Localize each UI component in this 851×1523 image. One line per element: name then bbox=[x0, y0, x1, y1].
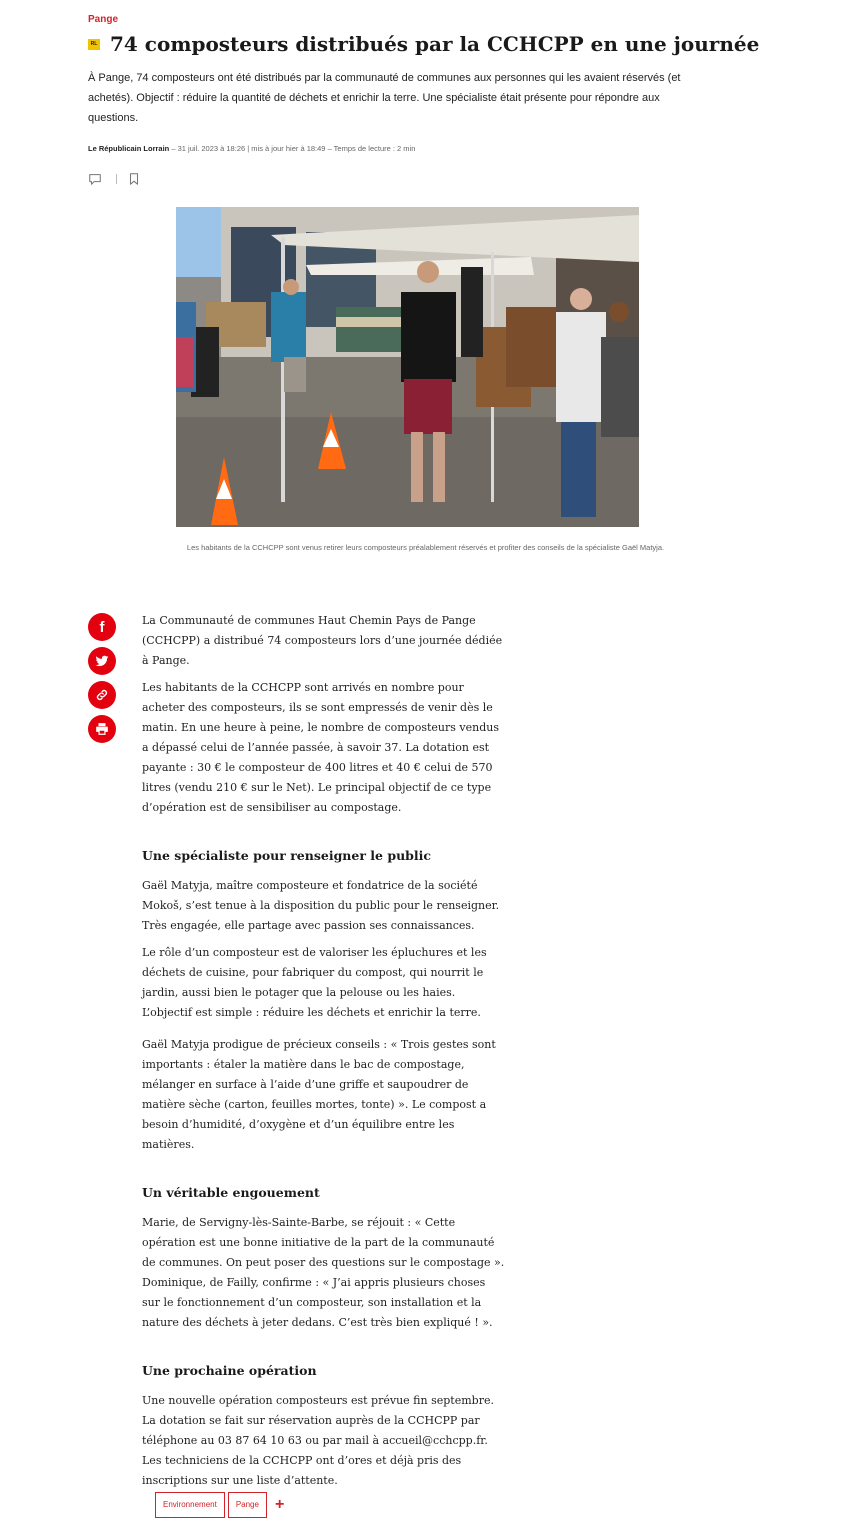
article-paragraph: Gaël Matyja, maître composteure et fondatrice de la société Mokoš, s’est tenue à la disposition du public pour le renseigner. Très engagée, elle partage avec passion ses connaissances. bbox=[142, 879, 500, 932]
article-paragraph: Marie, de Servigny-lès-Sainte-Barbe, se réjouit : « Cette opération est une bonne initiative de la part de la communauté de communes. On peut poser des questions sur le compostage ». Dominique, de Failly, confirme : « J’ai appris plusieurs choses sur le fonctionnement d’un composteur, son installation et la nature des déchets à jeter dedans. C’est très bien expliqué ! ». bbox=[142, 1216, 505, 1329]
article-paragraph: Le rôle d’un composteur est de valoriser les épluchures et les déchets de cuisine, pour fabriquer du compost, qui nourrit le jardin, aussi bien le potager que la pelouse ou les haies. L’objectif est simple : réduire les déchets et enrichir la terre. bbox=[142, 946, 487, 1019]
facebook-share-button[interactable] bbox=[88, 613, 116, 641]
article-lead: À Pange, 74 composteurs ont été distribués par la communauté de communes aux personnes qui les avaient réservés (et achetés). Objectif : réduire la quantité de déchets et enrichir la terre. Une spécialiste était présente pour répondre aux questions. bbox=[88, 72, 681, 124]
tag-list bbox=[155, 1492, 284, 1518]
rl-logo-icon: RL bbox=[88, 39, 100, 50]
twitter-icon bbox=[95, 654, 109, 668]
headline-row bbox=[88, 32, 759, 56]
article-paragraph: La Communauté de communes Haut Chemin Pays de Pange (CCHCPP) a distribué 74 composteurs lors d’une journée dédiée à Pange. bbox=[142, 614, 503, 667]
photo-caption: Les habitants de la CCHCPP sont venus retirer leurs composteurs préalablement réservés et profiter des conseils de la spécialiste Gaël Matyja. bbox=[186, 543, 665, 552]
article-body bbox=[142, 611, 506, 1491]
article-paragraph: Gaël Matyja prodigue de précieux conseils : « Trois gestes sont importants : étaler la matière dans le bac de compostage, mélanger en surface à l’aide d’une griffe et saupoudrer de matière sèche (carton, feuilles mortes, tonte) ». Le compost a besoin d’humidité, d’oxygène et d’un équilibre entre les matières. bbox=[142, 1038, 496, 1151]
article-paragraph: Une nouvelle opération composteurs est prévue fin septembre. La dotation se fait sur réservation auprès de la CCHCPP par téléphone au 03 87 64 10 63 ou par mail à accueil@cchcpp.fr. Les techniciens de la CCHCPP ont d’ores et déjà pris des inscriptions sur une liste d’attente. bbox=[142, 1394, 494, 1487]
section-kicker[interactable]: Pange bbox=[88, 14, 119, 25]
comment-icon[interactable] bbox=[88, 172, 102, 186]
byline-meta: – 31 juil. 2023 à 18:26 | mis à jour hier à 18:49 – Temps de lecture : 2 min bbox=[169, 144, 416, 153]
byline bbox=[88, 144, 415, 153]
copy-link-button[interactable] bbox=[88, 681, 116, 709]
byline-source[interactable]: Le Républicain Lorrain bbox=[88, 144, 170, 153]
twitter-share-button[interactable] bbox=[88, 647, 116, 675]
print-button[interactable] bbox=[88, 715, 116, 743]
page-title: 74 composteurs distribués par la CCHCPP en une journée bbox=[110, 32, 760, 56]
facebook-icon: f bbox=[99, 618, 105, 636]
section-heading: Une spécialiste pour renseigner le public bbox=[142, 848, 432, 863]
section-heading: Un véritable engouement bbox=[142, 1185, 320, 1200]
more-tags-button[interactable]: + bbox=[274, 1496, 285, 1513]
share-bar bbox=[88, 613, 116, 749]
link-icon bbox=[95, 688, 109, 702]
tools-divider bbox=[116, 174, 117, 184]
article-paragraph: Les habitants de la CCHCPP sont arrivés en nombre pour acheter des composteurs, ils se sont empressés de venir dès le matin. En une heure à peine, le nombre de composteurs vendus a dépassé celui de l’année passée, à savoir 37. La dotation est payante : 30 € le composteur de 400 litres et 40 € celui de 570 litres (vendu 210 € sur le Net). Le principal objectif de ce type d’opération est de sensibiliser au compostage. bbox=[142, 681, 499, 814]
section-heading: Une prochaine opération bbox=[142, 1363, 317, 1378]
bookmark-icon[interactable] bbox=[127, 172, 141, 186]
tag-environnement[interactable]: Environnement bbox=[155, 1492, 225, 1518]
article-photo[interactable] bbox=[176, 207, 639, 527]
article-tools bbox=[88, 172, 141, 186]
tag-pange[interactable]: Pange bbox=[228, 1492, 267, 1518]
print-icon bbox=[95, 722, 109, 736]
